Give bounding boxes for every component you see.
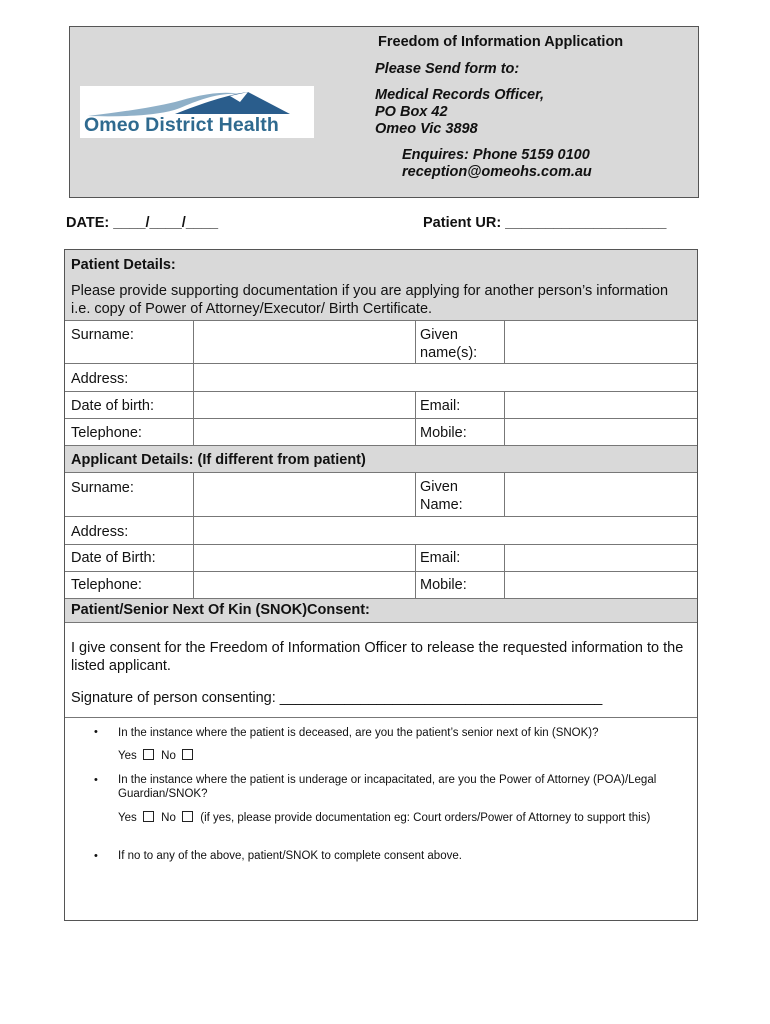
applicant-dob-label: Date of Birth: [71, 550, 156, 566]
consent-heading: Patient/Senior Next Of Kin (SNOK)Consent: [71, 602, 370, 618]
q1-no-label: No [161, 750, 176, 762]
question-2-options [118, 811, 663, 825]
bullet-2: • [94, 774, 98, 786]
address-line-2: PO Box 42 [375, 104, 448, 120]
applicant-address-label: Address: [71, 524, 129, 540]
applicant-telephone-input[interactable] [193, 571, 415, 598]
logo-text: Omeo District Health [84, 114, 279, 136]
q1-yes-checkbox[interactable] [143, 749, 154, 760]
q2-no-label: No [161, 812, 176, 824]
patient-address-input[interactable] [193, 363, 697, 391]
q1-yes-label: Yes [118, 750, 137, 762]
patient-given-label: Given name(s): [420, 327, 478, 361]
applicant-mobile-input[interactable] [505, 571, 697, 598]
applicant-email-input[interactable] [505, 544, 697, 571]
question-2: In the instance where the patient is underage or incapacitated, are you the Power of Attorney (POA)/Legal Guardian/SNOK? [118, 774, 657, 800]
patient-telephone-label: Telephone: [71, 425, 142, 441]
patient-details-note: Please provide supporting documentation if you are applying for another person’s information i.e. copy of Power of Attorney/Executor/ Birth Certificate. [71, 283, 669, 317]
address-line-1: Medical Records Officer, [375, 87, 544, 103]
applicant-surname-label: Surname: [71, 480, 134, 496]
consent-text: I give consent for the Freedom of Information Officer to release the requested information to the listed applicant. [71, 640, 684, 674]
applicant-email-label: Email: [420, 550, 461, 566]
address-line-3: Omeo Vic 3898 [375, 121, 478, 137]
send-to-label: Please Send form to: [375, 61, 520, 77]
question-1-options [118, 749, 197, 763]
applicant-dob-input[interactable] [193, 544, 415, 571]
q2-yes-checkbox[interactable] [143, 811, 154, 822]
patient-given-input[interactable] [505, 320, 697, 363]
patient-surname-label: Surname: [71, 327, 134, 343]
q2-yes-label: Yes [118, 812, 137, 824]
q2-no-checkbox[interactable] [182, 811, 193, 822]
patient-ur-field[interactable]: Patient UR: ____________________ [423, 215, 667, 231]
applicant-surname-input[interactable] [193, 472, 415, 516]
applicant-given-label: Given Name: [420, 479, 463, 513]
patient-surname-input[interactable] [193, 320, 415, 363]
question-1: In the instance where the patient is deceased, are you the patient’s senior next of kin (SNOK)? [118, 727, 599, 739]
patient-dob-input[interactable] [193, 391, 415, 418]
patient-mobile-input[interactable] [505, 418, 697, 445]
date-field[interactable]: DATE: ____/____/____ [66, 215, 219, 231]
form-title: Freedom of Information Application [378, 34, 624, 50]
bullet-3: • [94, 850, 98, 862]
enquires-email: reception@omeohs.com.au [402, 164, 592, 180]
patient-mobile-label: Mobile: [420, 425, 467, 441]
patient-telephone-input[interactable] [193, 418, 415, 445]
applicant-address-input[interactable] [193, 516, 697, 544]
enquires-phone: Enquires: Phone 5159 0100 [402, 147, 590, 163]
form-box [64, 249, 698, 921]
applicant-mobile-label: Mobile: [420, 577, 467, 593]
omeo-logo [80, 86, 314, 138]
patient-email-label: Email: [420, 398, 461, 414]
q1-no-checkbox[interactable] [182, 749, 193, 760]
patient-dob-label: Date of birth: [71, 398, 155, 414]
question-3: If no to any of the above, patient/SNOK to complete consent above. [118, 850, 462, 862]
patient-email-input[interactable] [505, 391, 697, 418]
applicant-telephone-label: Telephone: [71, 577, 142, 593]
bullet-1: • [94, 726, 98, 738]
applicant-details-heading: Applicant Details: (If different from patient) [71, 452, 366, 468]
signature-field[interactable]: Signature of person consenting: ________________________________________ [71, 690, 603, 706]
q2-note: (if yes, please provide documentation eg: Court orders/Power of Attorney to support this) [200, 812, 651, 824]
applicant-given-input[interactable] [505, 472, 697, 516]
patient-details-heading: Patient Details: [71, 257, 176, 273]
patient-address-label: Address: [71, 371, 129, 387]
